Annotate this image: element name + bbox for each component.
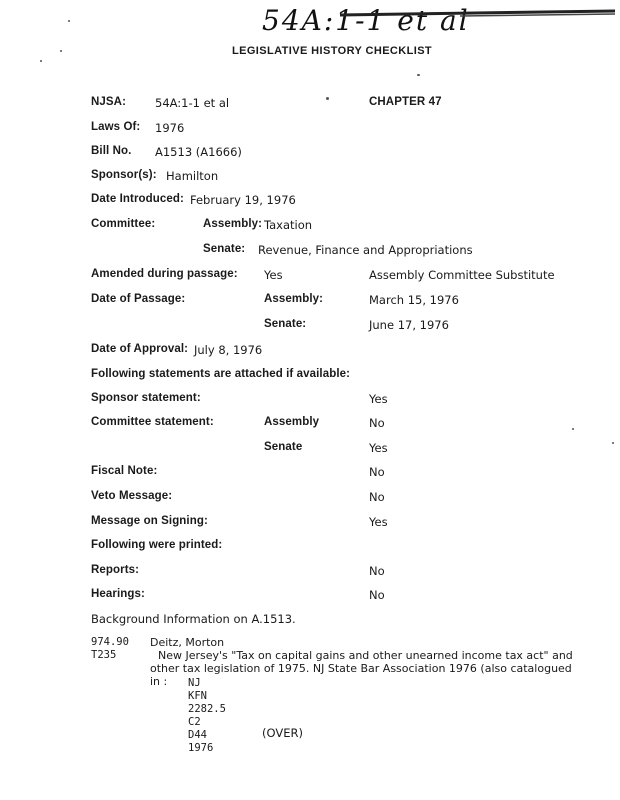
sponsor-statement-value: Yes [369,392,388,406]
speck-4 [417,74,420,76]
committee-statement-senate-value: Yes [369,441,388,455]
committee-label: Committee: [91,218,156,230]
committee-senate-label: Senate: [203,243,246,255]
committee-statement-senate-label: Senate [264,441,303,453]
reports-label: Reports: [91,564,140,576]
background-heading: Background Information on A.1513. [91,612,296,626]
date-introduced-value: February 19, 1976 [190,193,296,207]
committee-statement-label: Committee statement: [91,416,214,428]
committee-statement-assembly-label: Assembly [264,416,320,428]
hearings-value: No [369,588,385,602]
speck-7 [612,442,614,444]
printed-heading: Following were printed: [91,539,223,551]
fiscal-note-value: No [369,465,385,479]
veto-message-value: No [369,490,385,504]
alt-call-number-5: D44 [188,729,207,741]
hearings-label: Hearings: [91,588,145,600]
sponsor-statement-label: Sponsor statement: [91,392,201,404]
passage-label: Date of Passage: [91,293,186,305]
bill-label: Bill No. [91,145,132,157]
amended-note: Assembly Committee Substitute [369,268,555,282]
passage-senate-label: Senate: [264,318,307,330]
approval-label: Date of Approval: [91,343,189,355]
alt-call-number-6: 1976 [188,742,214,754]
speck-1 [68,20,70,22]
amended-value: Yes [264,268,283,282]
chapter-label: CHAPTER 47 [369,96,442,108]
fiscal-note-label: Fiscal Note: [91,465,158,477]
citation-line-1: New Jersey's "Tax on capital gains and other unearned income tax act" and [158,649,573,662]
laws-of-label: Laws Of: [91,121,141,133]
author-name: Deitz, Morton [150,636,225,649]
passage-assembly-label: Assembly: [264,293,324,305]
committee-assembly-value: Taxation [264,218,313,232]
call-number-line-2: T235 [91,649,117,661]
speck-6 [572,428,574,430]
alt-call-number-3: 2282.5 [188,703,226,715]
speck-2 [60,50,62,52]
call-number-line-1: 974.90 [91,636,129,648]
alt-call-number-2: KFN [188,690,207,702]
committee-statement-assembly-value: No [369,416,385,430]
sponsor-value: Hamilton [166,169,219,183]
date-introduced-label: Date Introduced: [91,193,184,205]
reports-value: No [369,564,385,578]
speck-5 [326,97,329,100]
message-on-signing-value: Yes [369,515,388,529]
passage-assembly-value: March 15, 1976 [369,293,459,307]
statements-heading: Following statements are attached if available: [91,368,351,380]
veto-message-label: Veto Message: [91,490,173,502]
bill-value: A1513 (A1666) [155,145,242,159]
citation-line-3-prefix: in : [150,675,168,688]
njsa-value: 54A:1-1 et al [155,96,230,110]
committee-assembly-label: Assembly: [203,218,263,230]
citation-line-2: other tax legislation of 1975. NJ State Bar Association 1976 (also catalogued [150,662,572,675]
over-indicator: (OVER) [262,726,303,740]
alt-call-number-1: NJ [188,677,201,689]
approval-value: July 8, 1976 [194,343,263,357]
strikethrough-mark [340,6,620,20]
message-on-signing-label: Message on Signing: [91,515,208,527]
committee-senate-value: Revenue, Finance and Appropriations [258,243,473,257]
speck-3 [40,60,42,62]
sponsor-label: Sponsor(s): [91,169,157,181]
handwritten-annotation: 54A:1-1 et al [262,4,470,37]
amended-label: Amended during passage: [91,268,238,280]
passage-senate-value: June 17, 1976 [369,318,449,332]
njsa-label: NJSA: [91,96,127,108]
page-title: LEGISLATIVE HISTORY CHECKLIST [232,45,433,57]
laws-of-value: 1976 [155,121,185,135]
alt-call-number-4: C2 [188,716,201,728]
